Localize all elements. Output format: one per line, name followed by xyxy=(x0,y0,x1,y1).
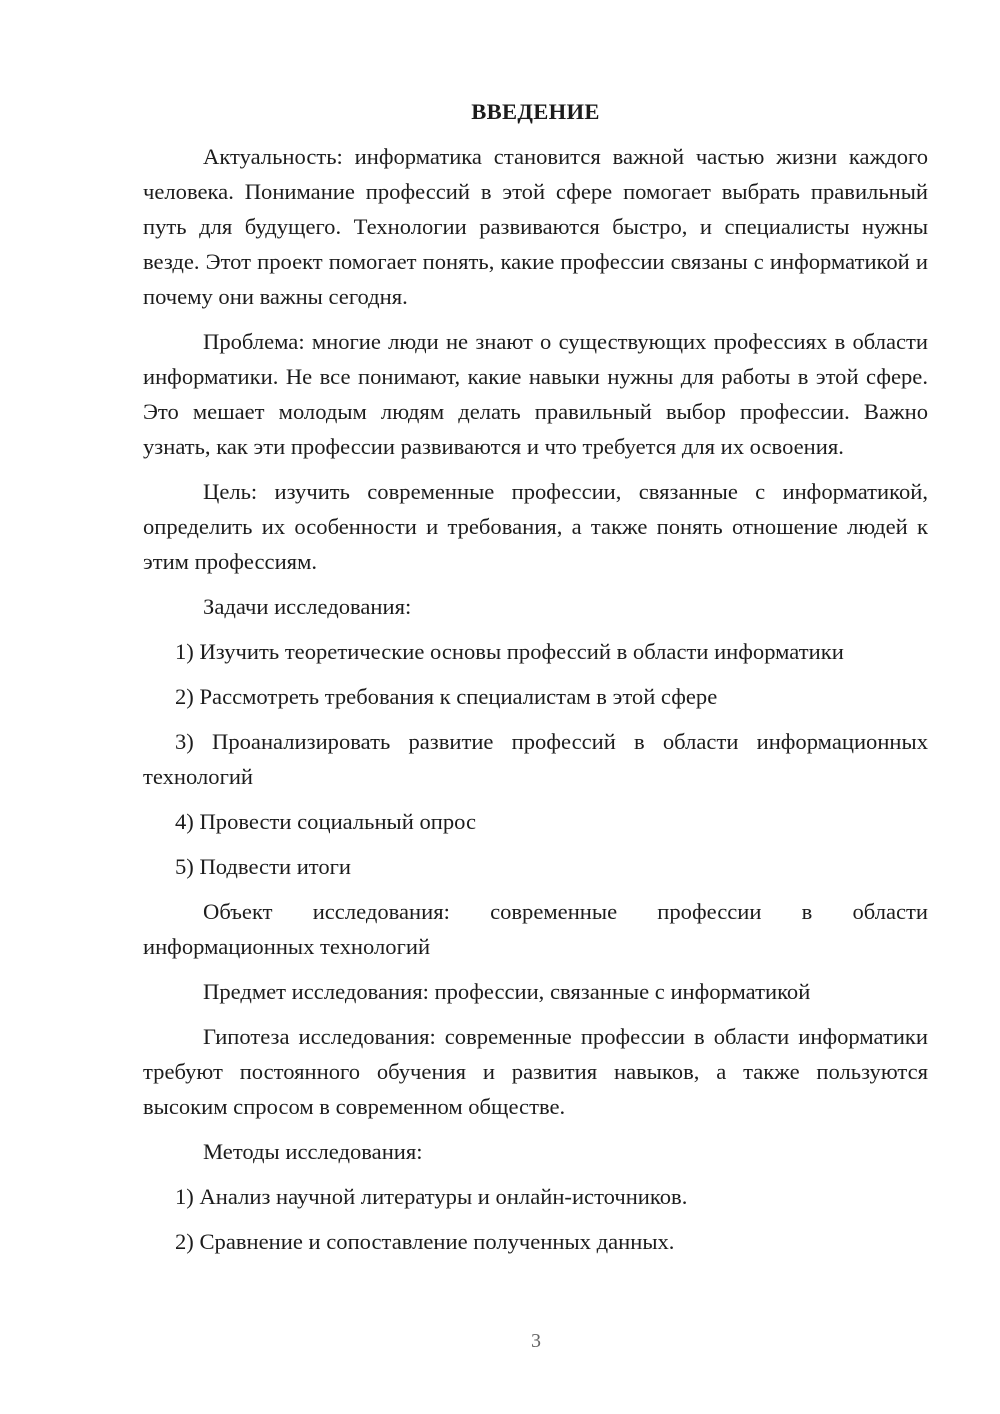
paragraph-hypothesis: Гипотеза исследования: современные профессии в области информатики требуют постоянного обучения и развития навыков, а также пользуются высоким спросом в современном обществе. xyxy=(143,1024,928,1119)
list-item-task-2: 2) Рассмотреть требования к специалистам в этой сфере xyxy=(175,684,718,709)
paragraph-problem: Проблема: многие люди не знают о существующих профессиях в области информатики. Не все понимают, какие навыки нужны для работы в этой сфере. Это мешает молодым людям делать правильный выбор профессии. Важно узнать, как эти профессии развиваются и что требуется для их освоения. xyxy=(143,329,928,459)
list-item-task-4: 4) Провести социальный опрос xyxy=(175,809,477,834)
document-page xyxy=(143,94,928,1269)
list-item-task-3: 3) Проанализировать развитие профессий в области информационных технологий xyxy=(143,729,928,789)
list-item-method-2: 2) Сравнение и сопоставление полученных данных. xyxy=(175,1229,675,1254)
paragraph-subject: Предмет исследования: профессии, связанные с информатикой xyxy=(203,979,811,1004)
list-item-task-5: 5) Подвести итоги xyxy=(175,854,352,879)
paragraph-relevance: Актуальность: информатика становится важной частью жизни каждого человека. Понимание профессий в этой сфере помогает выбрать правильный путь для будущего. Технологии развиваются быстро, и специалисты нужны везде. Этот проект помогает понять, какие профессии связаны с информатикой и почему они важны сегодня. xyxy=(143,144,928,309)
page-title: ВВЕДЕНИЕ xyxy=(471,99,600,124)
paragraph-object: Объект исследования: современные профессии в области информационных технологий xyxy=(143,899,928,959)
paragraph-goal: Цель: изучить современные профессии, связанные с информатикой, определить их особенности и требования, а также понять отношение людей к этим профессиям. xyxy=(143,479,928,574)
page-number: 3 xyxy=(531,1330,541,1352)
paragraph-methods-heading: Методы исследования: xyxy=(203,1139,423,1164)
list-item-method-1: 1) Анализ научной литературы и онлайн-источников. xyxy=(175,1184,688,1209)
list-item-task-1: 1) Изучить теоретические основы профессий в области информатики xyxy=(175,639,844,664)
paragraph-tasks-heading: Задачи исследования: xyxy=(203,594,412,619)
